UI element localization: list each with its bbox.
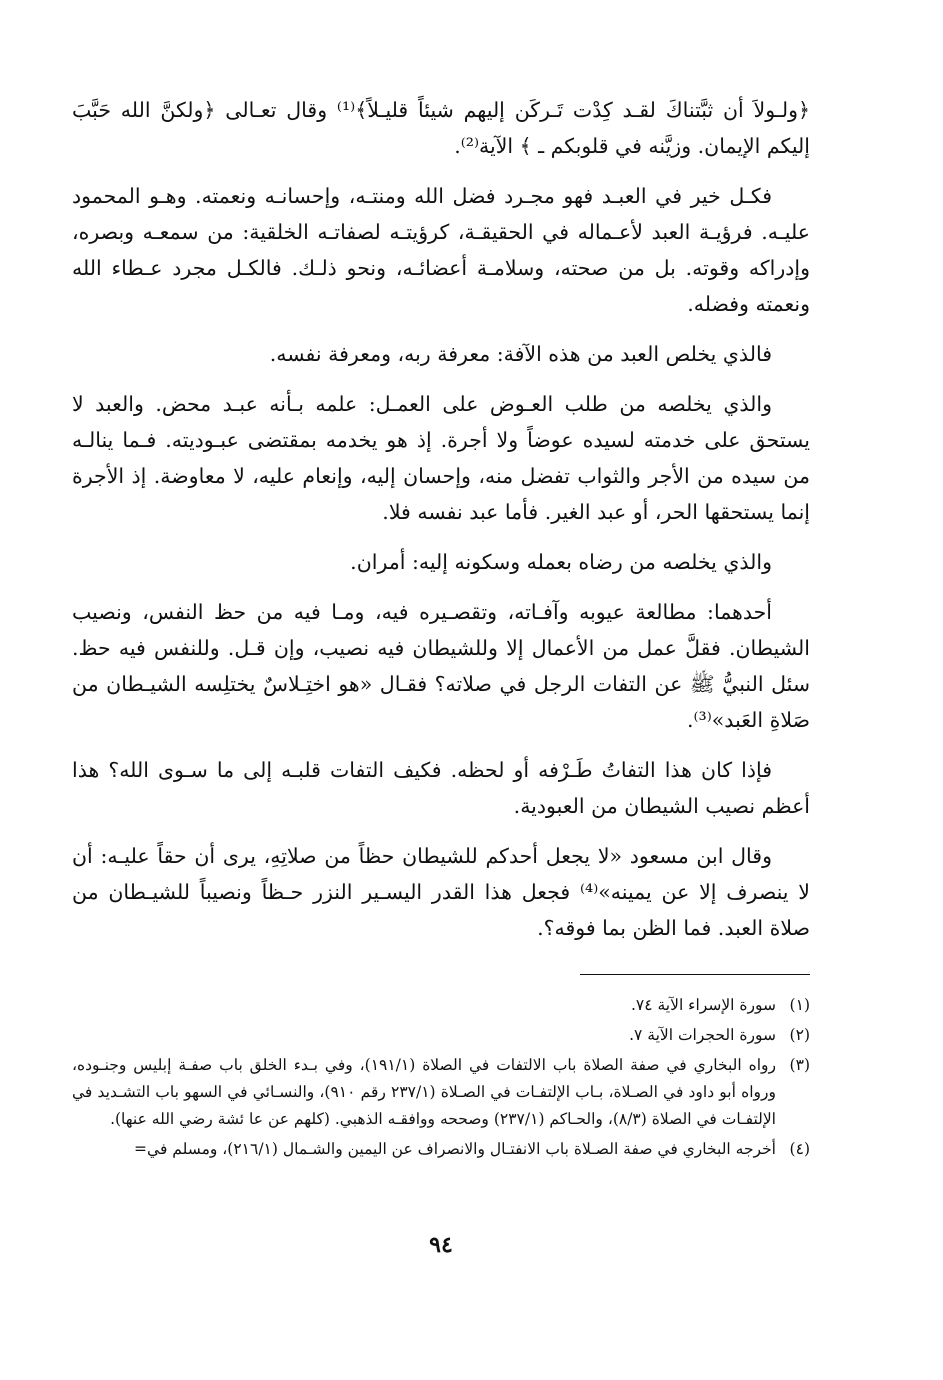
paragraph-ibn-masud: وقال ابن مسعود «لا يجعل أحدكم للشيطان حظاً من صلاتِهِ، يرى أن حقاً عليـه: أن لا ينصرف إلا عن يمينه»⁽⁴⁾ فجعل هذا القدر اليسـير النزر حـظاً ونصيباً للشيـطان من صلاة العبد. فما الظن بما فوقه؟. (72, 844, 810, 940)
paragraph-two-matters: والذي يخلصه من رضاه بعمله وسكونه إليه: أمران. (350, 550, 772, 574)
page-number: ٩٤ (429, 1232, 453, 1258)
footnote-text: رواه البخاري في صفة الصلاة باب الالتفات في الصلاة (١٩١/١)، وفي بـدء الخلق باب صفـة إبليس وجنـوده، ورواه أبو داود في الصـلاة، بـاب الإلتفـات في الصـلاة (٢٣٧/١ رقم ٩١٠)، والنسـائي في السهو باب التشـديد في الإلتفـات في الصلاة (٨/٣)، والحـاكم (٢٣٧/١) وصححه ووافقـه الذهبي. (كلهم عن عا ئشة رضي الله عنها). (72, 1056, 776, 1128)
paragraph-reward: والذي يخلصه من طلب العـوض على العمـل: علمه بـأنه عبـد محض. والعبد لا يستحق على خدمته لسيده عوضاً ولا أجرة. إذ هو يخدمه بمقتضى عبـوديته. فـما ينالـه من سيده من الأجر والثواب تفضل منه، وإحسان إليه، وإنعام عليه، لا معاوضة. إذ الأجرة إنما يستحقها الحر، أو عبد الغير. فأما عبد نفسه فلا. (72, 392, 810, 524)
book-page (72, 92, 810, 1292)
footnote-text: سورة الحجرات الآية ٧. (629, 1026, 776, 1044)
footnote-4 (72, 1136, 810, 1163)
paragraph-quran-verses: ﴿ولـولاَ أن ثبَّتناكَ لقـد كِدْت تَـركَن إليهم شيئاً قليـلاً﴾⁽¹⁾ وقال تعـالى ﴿ولكنَّ الله حَبَّبَ إليكم الإيمان. وزيَّنه في قلوبكم ـ ﴾ الآية⁽²⁾. (72, 98, 810, 158)
footnote-text: أخرجه البخاري في صفة الصـلاة باب الانفتـال والانصراف عن اليمين والشـمال (٢١٦/١)، ومسلم في= (134, 1140, 776, 1158)
footnote-number: (٣) (789, 1056, 810, 1074)
footnote-divider (580, 974, 810, 975)
footnote-number: (٢) (789, 1026, 810, 1044)
paragraph-good-from-god: فكـل خير في العبـد فهو مجـرد فضل الله ومنتـه، وإحسانـه ونعمته. وهـو المحمود عليـه. فرؤيـة العبد لأعـماله في الحقيقـة، كرؤيتـه لصفاتـه الخلقية: من سمعـه وبصره، وإدراكه وقوته. بل من صحته، وسلامـة أعضائـه، ونحو ذلـك. فالكـل مجرد عـطاء الله ونعمته وفضله. (72, 184, 810, 316)
paragraph-first-matter: أحدهما: مطالعة عيوبه وآفـاته، وتقصـيره فيه، ومـا فيه من حظ النفس، ونصيب الشيطان. فقلَّ عمل من الأعمال إلا وللشيطان فيه نصيب، وإن قـل. وللنفس فيه حظ. سئل النبيُّ ﷺ عن التفات الرجل في صلاته؟ فقـال «هو اختِـلاسٌ يختلِسه الشيـطان من صَلاةِ العَبد»⁽³⁾. (72, 600, 810, 732)
footnote-3 (72, 1052, 810, 1133)
footnote-number: (٤) (789, 1140, 810, 1158)
footnote-number: (١) (789, 996, 810, 1014)
footnote-text: سورة الإسراء الآية ٧٤. (630, 996, 776, 1014)
paragraph-glance: فإذا كان هذا التفاتُ طَـرْفه أو لحظه. فكيف التفات قلبـه إلى ما سـوى الله؟ هذا أعظم نصيب الشيطان من العبودية. (72, 758, 810, 818)
footnote-1 (72, 992, 810, 1019)
footnote-2 (72, 1022, 810, 1049)
paragraph-deliverance: فالذي يخلص العبد من هذه الآفة: معرفة ربه، ومعرفة نفسه. (269, 342, 772, 366)
footnotes (72, 992, 810, 1166)
